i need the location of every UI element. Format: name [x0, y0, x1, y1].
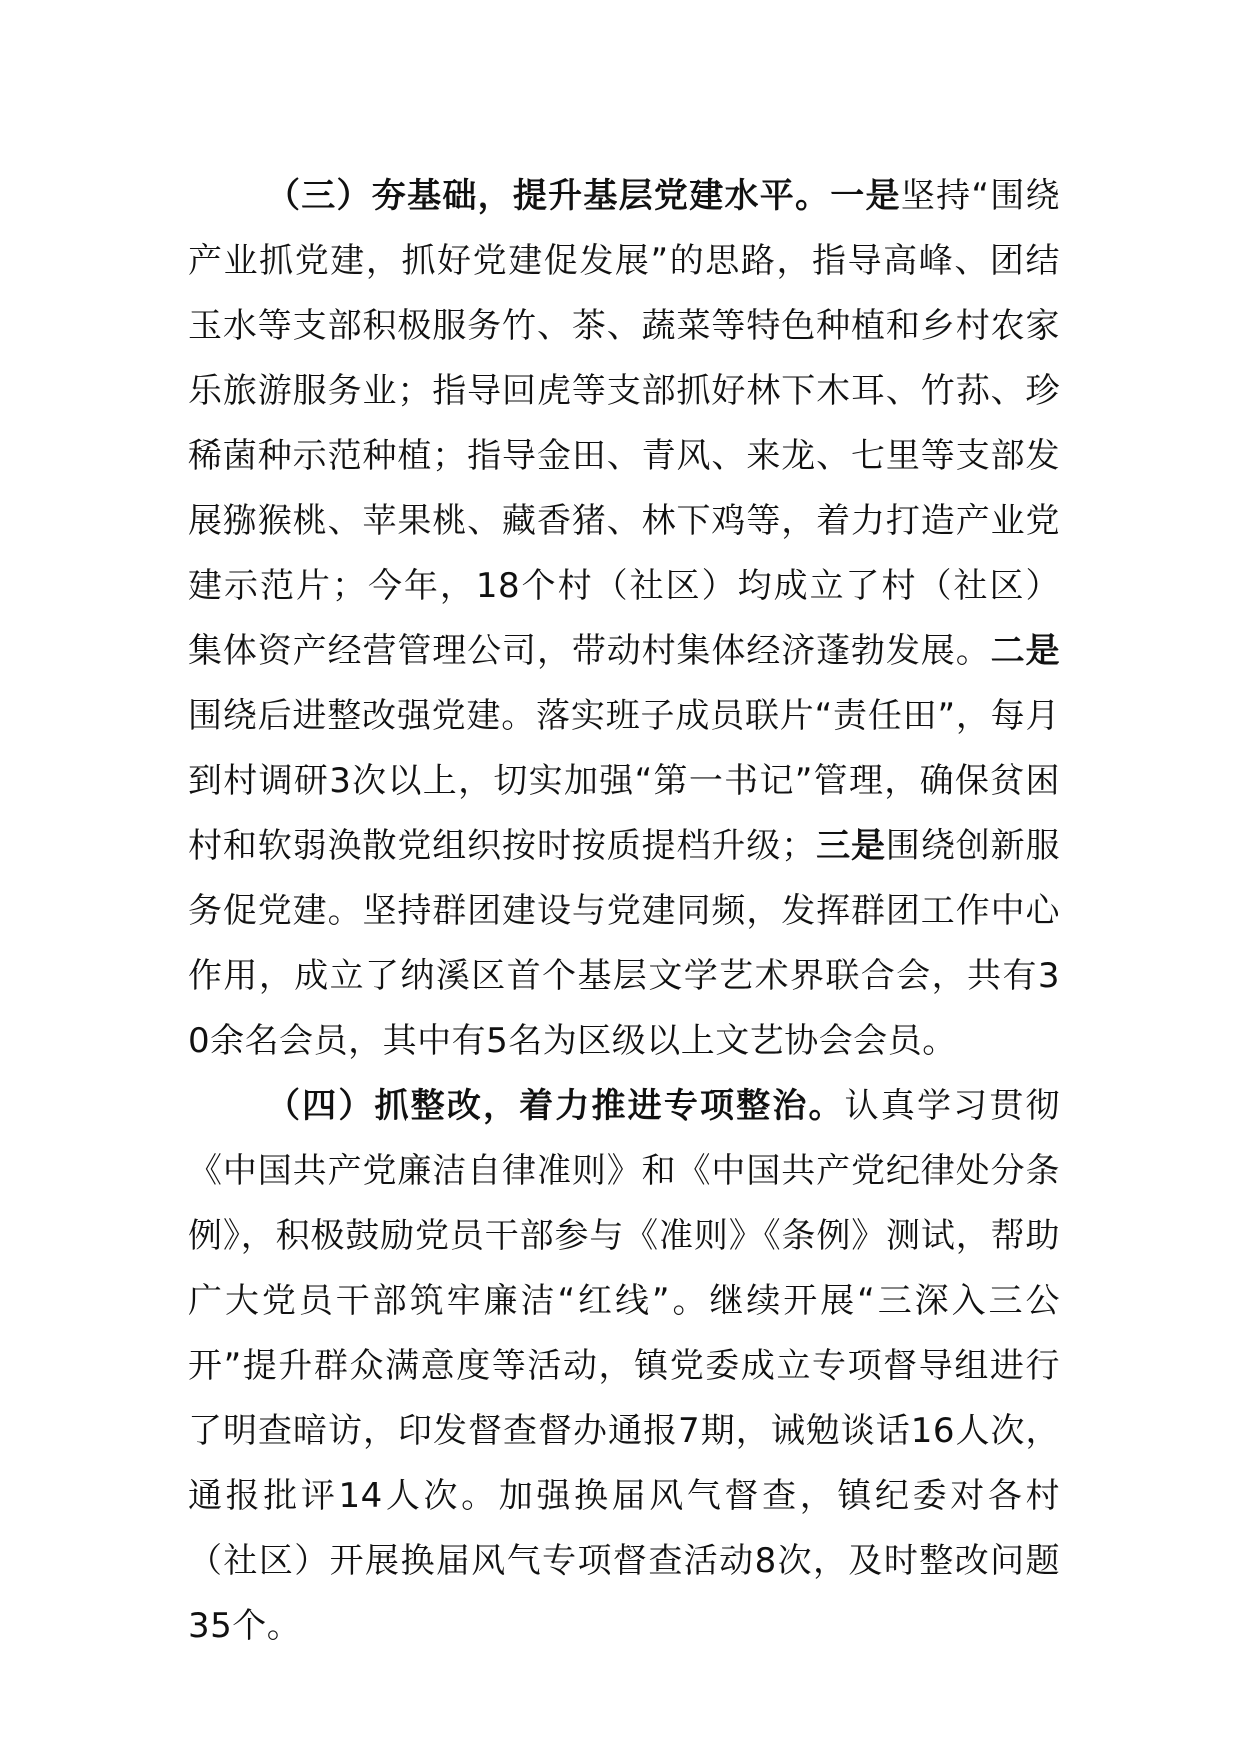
paragraph-4: [188, 1074, 1060, 1659]
paragraph-text: 围绕创新服务促党建。坚持群团建设与党建同频，发挥群团工作中心作用，成立了纳溪区首个基层文学艺术界联合会，共有30余名会员，其中有5名为区级以上文艺协会会员。: [188, 826, 1061, 1061]
paragraph-text: 坚持“围绕产业抓党建，抓好党建促发展”的思路，指导高峰、团结玉水等支部积极服务竹、茶、蔬菜等特色种植和乡村农家乐旅游服务业；指导回虎等支部抓好林下木耳、竹荪、珍稀菌种示范种植；指导金田、青风、来龙、七里等支部发展猕猴桃、苹果桃、藏香猪、林下鸡等，着力打造产业党建示范片；今年，18个村（社区）均成立了村（社区）集体资产经营管理公司，带动村集体经济蓬勃发展。: [188, 176, 1061, 671]
point-label-1: 一是: [830, 176, 901, 216]
paragraph-3: [188, 164, 1060, 1074]
document-page: [188, 164, 1060, 1659]
section-heading-4: （四）抓整改，着力推进专项整治。: [266, 1086, 845, 1126]
paragraph-text: 认真学习贯彻《中国共产党廉洁自律准则》和《中国共产党纪律处分条例》，积极鼓励党员干部参与《准则》《条例》测试，帮助广大党员干部筑牢廉洁“红线”。继续开展“三深入三公开”提升群众满意度等活动，镇党委成立专项督导组进行了明查暗访，印发督查督办通报7期，诫勉谈话16人次，通报批评14人次。加强换届风气督查，镇纪委对各村（社区）开展换届风气专项督查活动8次，及时整改问题35个。: [188, 1086, 1061, 1646]
point-label-3: 三是: [815, 826, 886, 866]
paragraph-text: 围绕后进整改强党建。落实班子成员联片“责任田”，每月到村调研3次以上，切实加强“第一书记”管理，确保贫困村和软弱涣散党组织按时按质提档升级；: [188, 696, 1060, 866]
section-heading-3: （三）夯基础，提升基层党建水平。: [266, 176, 831, 216]
point-label-2: 二是: [990, 631, 1061, 671]
